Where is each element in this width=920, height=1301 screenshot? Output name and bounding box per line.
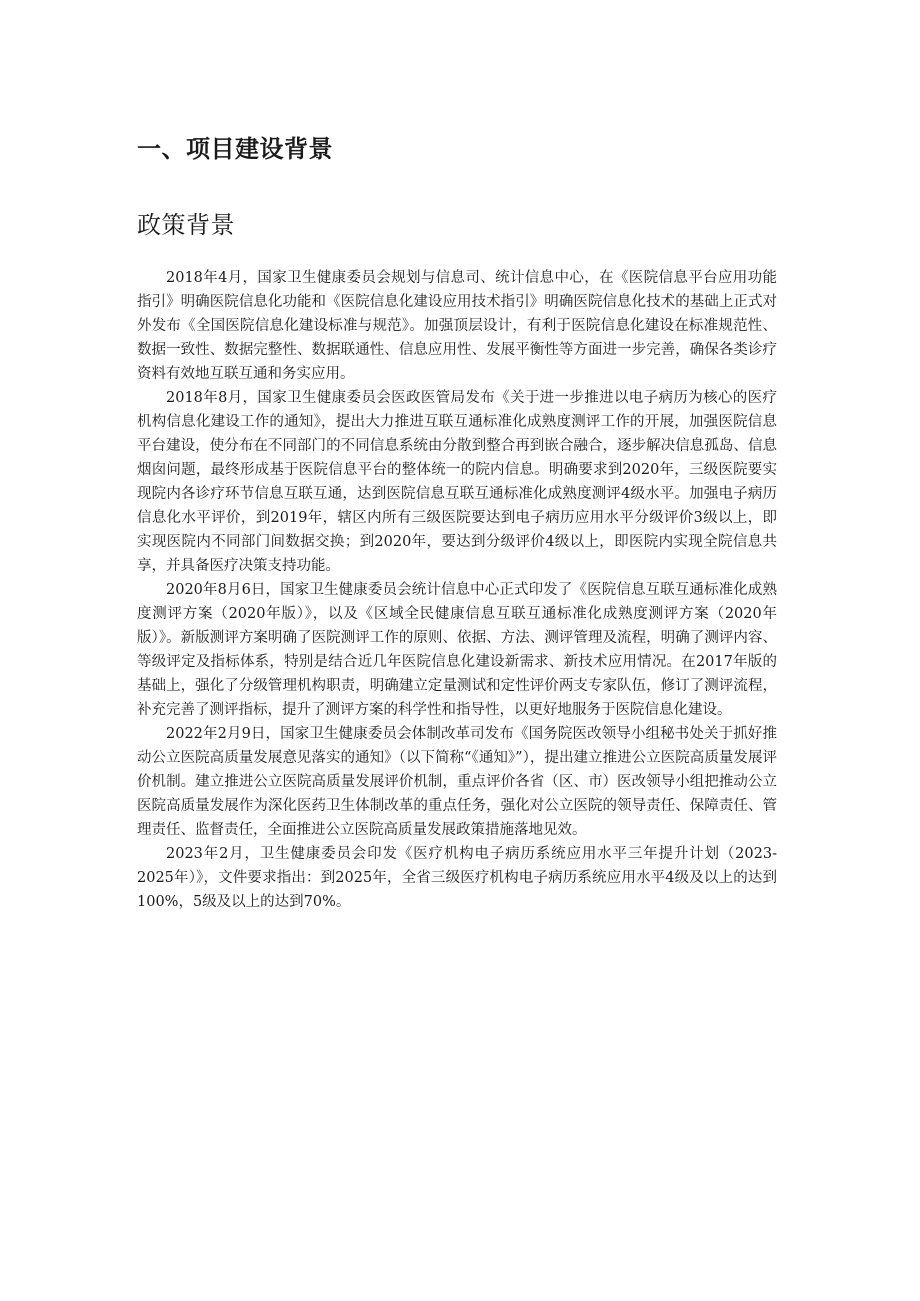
section-heading: 一、项目建设背景: [137, 135, 333, 163]
paragraph-2020-08: 2020年8月6日，国家卫生健康委员会统计信息中心正式印发了《医院信息互联互通标准化成熟度测评方案（2020年版）》，以及《区域全民健康信息互联互通标准化成熟度测评方案（2020年版）》。新版测评方案明确了医院测评工作的原则、依据、方法、测评管理及流程，明确了测评内容、等级评定及指标体系，特别是结合近几年医院信息化建设新需求、新技术应用情况。在2017年版的基础上，强化了分级管理机构职责，明确建立定量测试和定性评价两支专家队伍，修订了测评流程，补充完善了测评指标，提升了测评方案的科学性和指导性，以更好地服务于医院信息化建设。: [137, 582, 777, 718]
paragraph-2018-04: 2018年4月，国家卫生健康委员会规划与信息司、统计信息中心，在《医院信息平台应用功能指引》明确医院信息化功能和《医院信息化建设应用技术指引》明确医院信息化技术的基础上正式对外发布《全国医院信息化建设标准与规范》。加强顶层设计，有利于医院信息化建设在标准规范性、数据一致性、数据完整性、数据联通性、信息应用性、发展平衡性等方面进一步完善，确保各类诊疗资料有效地互联互通和务实应用。: [137, 270, 777, 382]
paragraph-2018-08: 2018年8月，国家卫生健康委员会医政医管局发布《关于进一步推进以电子病历为核心的医疗机构信息化建设工作的通知》，提出大力推进互联互通标准化成熟度测评工作的开展，加强医院信息平台建设，使分布在不同部门的不同信息系统由分散到整合再到嵌合融合，逐步解决信息孤岛、信息烟囱问题，最终形成基于医院信息平台的整体统一的院内信息。明确要求到2020年，三级医院要实现院内各诊疗环节信息互联互通，达到医院信息互联互通标准化成熟度测评4级水平。加强电子病历信息化水平评价，到2019年，辖区内所有三级医院要达到电子病历应用水平分级评价3级以上，即实现医院内不同部门间数据交换；到2020年，要达到分级评价4级以上，即医院内实现全院信息共享，并具备医疗决策支持功能。: [137, 390, 777, 574]
paragraph-2022-02: 2022年2月9日，国家卫生健康委员会体制改革司发布《国务院医改领导小组秘书处关于抓好推动公立医院高质量发展意见落实的通知》（以下简称“《通知》”），提出建立推进公立医院高质量发展评价机制。建立推进公立医院高质量发展评价机制，重点评价各省（区、市）医改领导小组把推动公立医院高质量发展作为深化医药卫生体制改革的重点任务，强化对公立医院的领导责任、保障责任、管理责任、监督责任，全面推进公立医院高质量发展政策措施落地见效。: [137, 726, 777, 838]
body-text: [137, 266, 777, 914]
paragraph-2023-02: 2023年2月，卫生健康委员会印发《医疗机构电子病历系统应用水平三年提升计划（2023-2025年）》，文件要求指出：到2025年，全省三级医疗机构电子病历系统应用水平4级及以上的达到100%，5级及以上的达到70%。: [137, 846, 777, 910]
subsection-heading: 政策背景: [137, 211, 235, 239]
